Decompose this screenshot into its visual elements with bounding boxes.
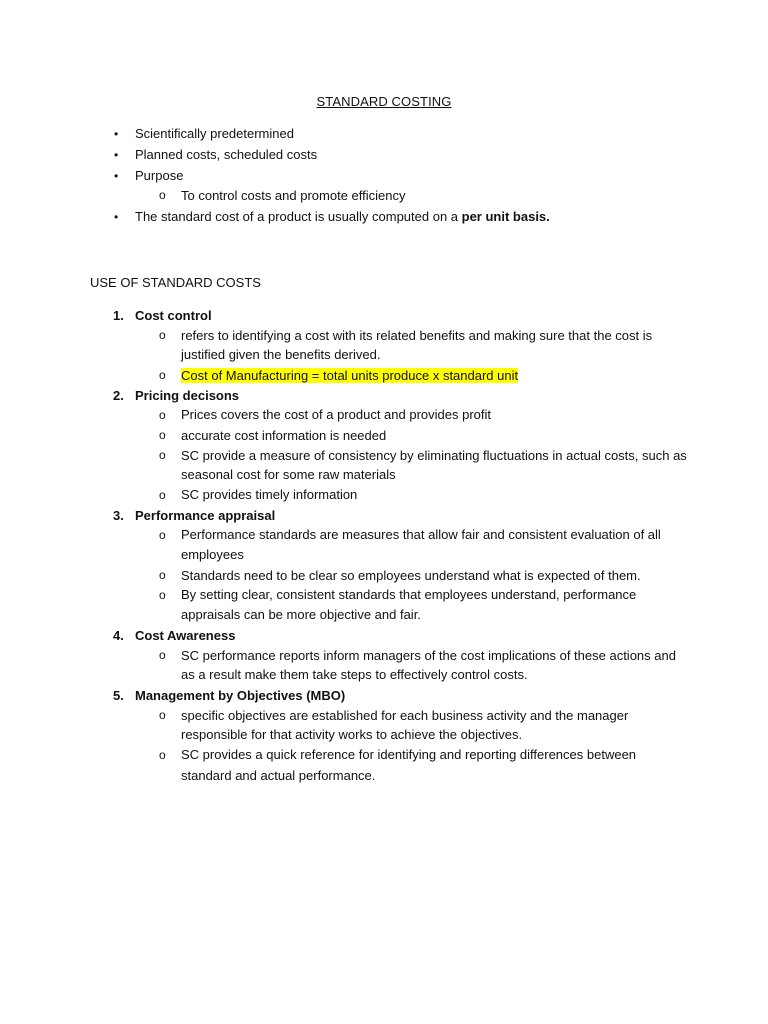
intro-bullet-2: Planned costs, scheduled costs bbox=[135, 147, 318, 162]
sub-bullet-marker: o bbox=[159, 428, 166, 442]
use-1-item-1-line-1: refers to identifying a cost with its related benefits and making sure that the cost is bbox=[181, 328, 653, 343]
use-number: 5. bbox=[113, 688, 124, 703]
use-5-item-1-line-1: specific objectives are established for each business activity and the manager bbox=[181, 708, 629, 723]
use-title-performance: Performance appraisal bbox=[135, 508, 276, 523]
use-number: 1. bbox=[113, 308, 124, 323]
sub-bullet-marker: o bbox=[159, 708, 166, 722]
use-4-item-1-line-1: SC performance reports inform managers of the cost implications of these actions and bbox=[181, 648, 676, 663]
sub-bullet-marker: o bbox=[159, 568, 166, 582]
sub-bullet-marker: o bbox=[159, 448, 166, 462]
intro-bullet-4-bold: per unit basis. bbox=[461, 209, 550, 224]
use-3-item-1-line-1: Performance standards are measures that allow fair and consistent evaluation of all bbox=[181, 527, 661, 542]
use-title-cost-awareness: Cost Awareness bbox=[135, 628, 236, 643]
use-2-item-1: Prices covers the cost of a product and provides profit bbox=[181, 407, 491, 422]
sub-bullet-marker: o bbox=[159, 368, 166, 382]
intro-bullet-1: Scientifically predetermined bbox=[135, 126, 294, 141]
use-5-item-2-line-2: standard and actual performance. bbox=[181, 768, 376, 783]
highlighted-formula bbox=[181, 366, 518, 386]
formula-text: Cost of Manufacturing = total units produce x standard unit bbox=[181, 368, 519, 383]
sub-bullet-marker: o bbox=[159, 328, 166, 342]
sub-bullet-marker: o bbox=[159, 588, 166, 602]
use-3-item-3-line-1: By setting clear, consistent standards that employees understand, performance bbox=[181, 587, 637, 602]
section-heading: USE OF STANDARD COSTS bbox=[90, 275, 261, 290]
use-2-item-3-line-2: seasonal cost for some raw materials bbox=[181, 467, 396, 482]
use-title-cost-control: Cost control bbox=[135, 308, 212, 323]
bullet-marker: • bbox=[114, 169, 119, 183]
use-3-item-2: Standards need to be clear so employees understand what is expected of them. bbox=[181, 568, 641, 583]
page-title: STANDARD COSTING bbox=[316, 94, 452, 109]
sub-bullet-marker: o bbox=[159, 748, 166, 762]
purpose-sub-bullet: To control costs and promote efficiency bbox=[181, 188, 406, 203]
sub-bullet-marker: o bbox=[159, 528, 166, 542]
intro-bullet-4-text: The standard cost of a product is usually computed on a bbox=[135, 209, 462, 224]
use-2-item-4: SC provides timely information bbox=[181, 487, 358, 502]
bullet-marker: • bbox=[114, 210, 119, 224]
use-5-item-1-line-2: responsible for that activity works to achieve the objectives. bbox=[181, 727, 523, 742]
bullet-marker: • bbox=[114, 127, 119, 141]
use-4-item-1-line-2: as a result make them take steps to effectively control costs. bbox=[181, 667, 528, 682]
use-title-mbo: Management by Objectives (MBO) bbox=[135, 688, 346, 703]
intro-bullet-4 bbox=[135, 207, 550, 227]
use-number: 2. bbox=[113, 388, 124, 403]
bullet-marker: • bbox=[114, 148, 119, 162]
sub-bullet-marker: o bbox=[159, 648, 166, 662]
sub-bullet-marker: o bbox=[159, 488, 166, 502]
use-5-item-2-line-1: SC provides a quick reference for identifying and reporting differences between bbox=[181, 747, 637, 762]
use-3-item-3-line-2: appraisals can be more objective and fair. bbox=[181, 607, 421, 622]
use-number: 3. bbox=[113, 508, 124, 523]
use-2-item-2: accurate cost information is needed bbox=[181, 428, 387, 443]
use-title-pricing: Pricing decisons bbox=[135, 388, 240, 403]
intro-bullet-3: Purpose bbox=[135, 168, 184, 183]
use-3-item-1-line-2: employees bbox=[181, 547, 244, 562]
use-2-item-3-line-1: SC provide a measure of consistency by eliminating fluctuations in actual costs, such as bbox=[181, 448, 687, 463]
sub-bullet-marker: o bbox=[159, 188, 166, 202]
use-1-item-1-line-2: justified given the benefits derived. bbox=[181, 347, 381, 362]
use-number: 4. bbox=[113, 628, 124, 643]
sub-bullet-marker: o bbox=[159, 408, 166, 422]
